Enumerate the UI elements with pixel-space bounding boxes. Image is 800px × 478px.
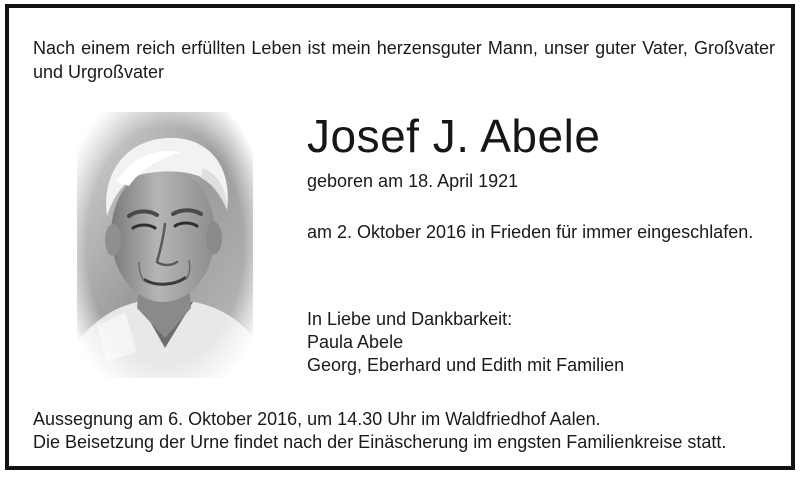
obituary-notice [5, 4, 795, 470]
ceremony-line-2: Die Beisetzung der Urne findet nach der Einäscherung im engsten Familienkreise statt. [33, 432, 727, 452]
family-line-2: Georg, Eberhard und Edith mit Familien [307, 355, 625, 375]
family-line-1: Paula Abele [307, 332, 404, 352]
intro-text: Nach einem reich erfüllten Leben ist mein herzensguter Mann, unser guter Vater, Großvater und Urgroßvater [33, 38, 775, 82]
family-signature [307, 308, 624, 377]
death-statement: am 2. Oktober 2016 in Frieden für immer eingeschlafen. [307, 222, 754, 242]
ceremony-info [33, 408, 775, 454]
family-heading: In Liebe und Dankbarkeit: [307, 309, 513, 329]
ceremony-line-1: Aussegnung am 6. Oktober 2016, um 14.30 Uhr im Waldfriedhof Aalen. [33, 409, 601, 429]
birth-date: geboren am 18. April 1921 [307, 171, 519, 191]
portrait-photo [77, 112, 253, 378]
deceased-name: Josef J. Abele [307, 110, 601, 162]
